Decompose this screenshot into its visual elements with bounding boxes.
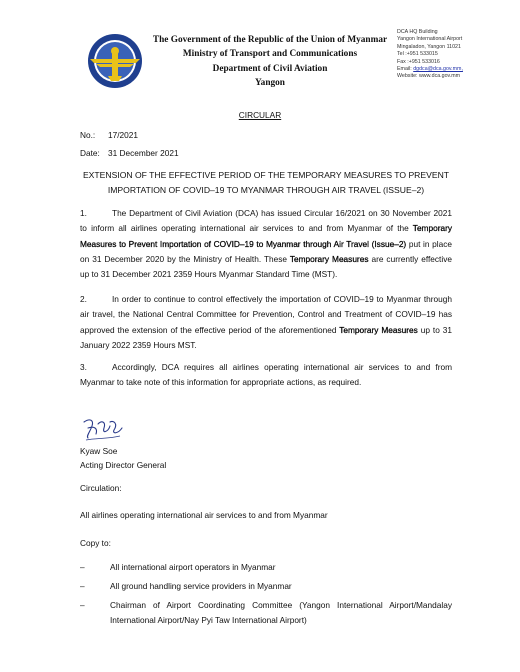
circular-number	[80, 130, 138, 140]
subject-line: IMPORTATION OF COVID–19 TO MYANMAR THROUGH AIR TRAVEL (ISSUE–2)	[107, 185, 425, 195]
org-city: Yangon	[255, 78, 285, 89]
letterhead	[150, 33, 390, 91]
bullet-dash: –	[80, 562, 85, 572]
list-item	[80, 598, 452, 629]
org-department: Department of Civil Aviation	[212, 63, 328, 74]
date-label: Date:	[80, 148, 100, 158]
circular-title: CIRCULAR	[238, 110, 282, 120]
paragraph-text: In order to continue to control effectively the importation of COVID–19 to Myanmar through air travel, the National Central Committee for Prevention, Control and Treatment of COVID–19 has approved the extension of the effective period of the aforementioned	[80, 294, 452, 335]
email-label: Email:	[397, 66, 412, 73]
list-item-text: All international airport operators in Myanmar	[110, 562, 276, 572]
paragraph-text: Accordingly, DCA requires all airlines operating international air services to and from Myanmar to take note of this information for appropriate actions, as required.	[80, 362, 452, 388]
subject-heading	[80, 168, 452, 198]
circulation-text: All airlines operating international air services to and from Myanmar	[80, 510, 328, 520]
signatory-name: Kyaw Soe	[80, 446, 118, 456]
paragraph-1	[80, 206, 452, 282]
email-link[interactable]: dgdca@dca.gov.mm,	[413, 66, 463, 73]
address-line: Mingaladon, Yangon 11021	[397, 43, 461, 50]
number-label: No.:	[80, 130, 96, 140]
paragraph-number: 3.	[80, 362, 87, 372]
emphasis-text: Temporary Measures	[289, 253, 369, 264]
circular-date	[80, 148, 179, 158]
dca-logo	[86, 32, 144, 90]
address-block	[397, 29, 517, 81]
emphasis-text: Temporary Measures to Prevent Importation of COVID–19 to Myanmar through Air Travel (Issue–2)	[80, 223, 452, 249]
circulation-heading: Circulation:	[80, 483, 122, 493]
paragraph-text: The Department of Civil Aviation (DCA) has issued Circular 16/2021 on 30 November 2021 to inform all airlines operating international air services to and from Myanmar of the	[80, 208, 452, 234]
address-email-row	[397, 66, 517, 73]
signatory-title: Acting Director General	[80, 460, 167, 470]
address-line: DCA HQ Building	[397, 29, 438, 35]
address-tel: Tel :+951 533015	[397, 51, 438, 58]
paragraph-text: are currently effective up to 31 December 2021 2359 Hours Myanmar Standard Time (MST).	[80, 253, 452, 280]
emphasis-text: Temporary Measures	[339, 324, 418, 335]
copy-to-heading: Copy to:	[80, 538, 111, 548]
org-ministry: Ministry of Transport and Communications	[182, 49, 358, 60]
paragraph-text: up to 31 January 2022 2359 Hours MST.	[80, 324, 452, 350]
list-item	[80, 560, 452, 575]
paragraph-number: 1.	[80, 208, 87, 218]
org-government: The Government of the Republic of the Union of Myanmar	[152, 35, 388, 45]
paragraph-text: put in place on 31 December 2020 by the Ministry of Health. These	[80, 238, 452, 264]
address-website: Website: www.dca.gov.mm	[397, 73, 461, 80]
list-item	[80, 579, 452, 594]
list-item-text: All ground handling service providers in Myanmar	[110, 581, 292, 591]
paragraph-3	[80, 360, 452, 391]
address-fax: Fax :+951 533016	[397, 58, 440, 65]
signature-image	[82, 414, 126, 444]
bullet-dash: –	[80, 600, 85, 610]
number-value: 17/2021	[108, 130, 138, 140]
bullet-dash: –	[80, 581, 85, 591]
date-value: 31 December 2021	[108, 148, 179, 158]
paragraph-number: 2.	[80, 294, 87, 304]
list-item-text: Chairman of Airport Coordinating Committee (Yangon International Airport/Mandalay International Airport/Nay Pyi Taw International Airport)	[110, 600, 452, 626]
address-line: Yangon International Airport	[397, 36, 463, 43]
subject-line: EXTENSION OF THE EFFECTIVE PERIOD OF THE TEMPORARY MEASURES TO PREVENT	[82, 170, 450, 180]
paragraph-2	[80, 292, 452, 353]
